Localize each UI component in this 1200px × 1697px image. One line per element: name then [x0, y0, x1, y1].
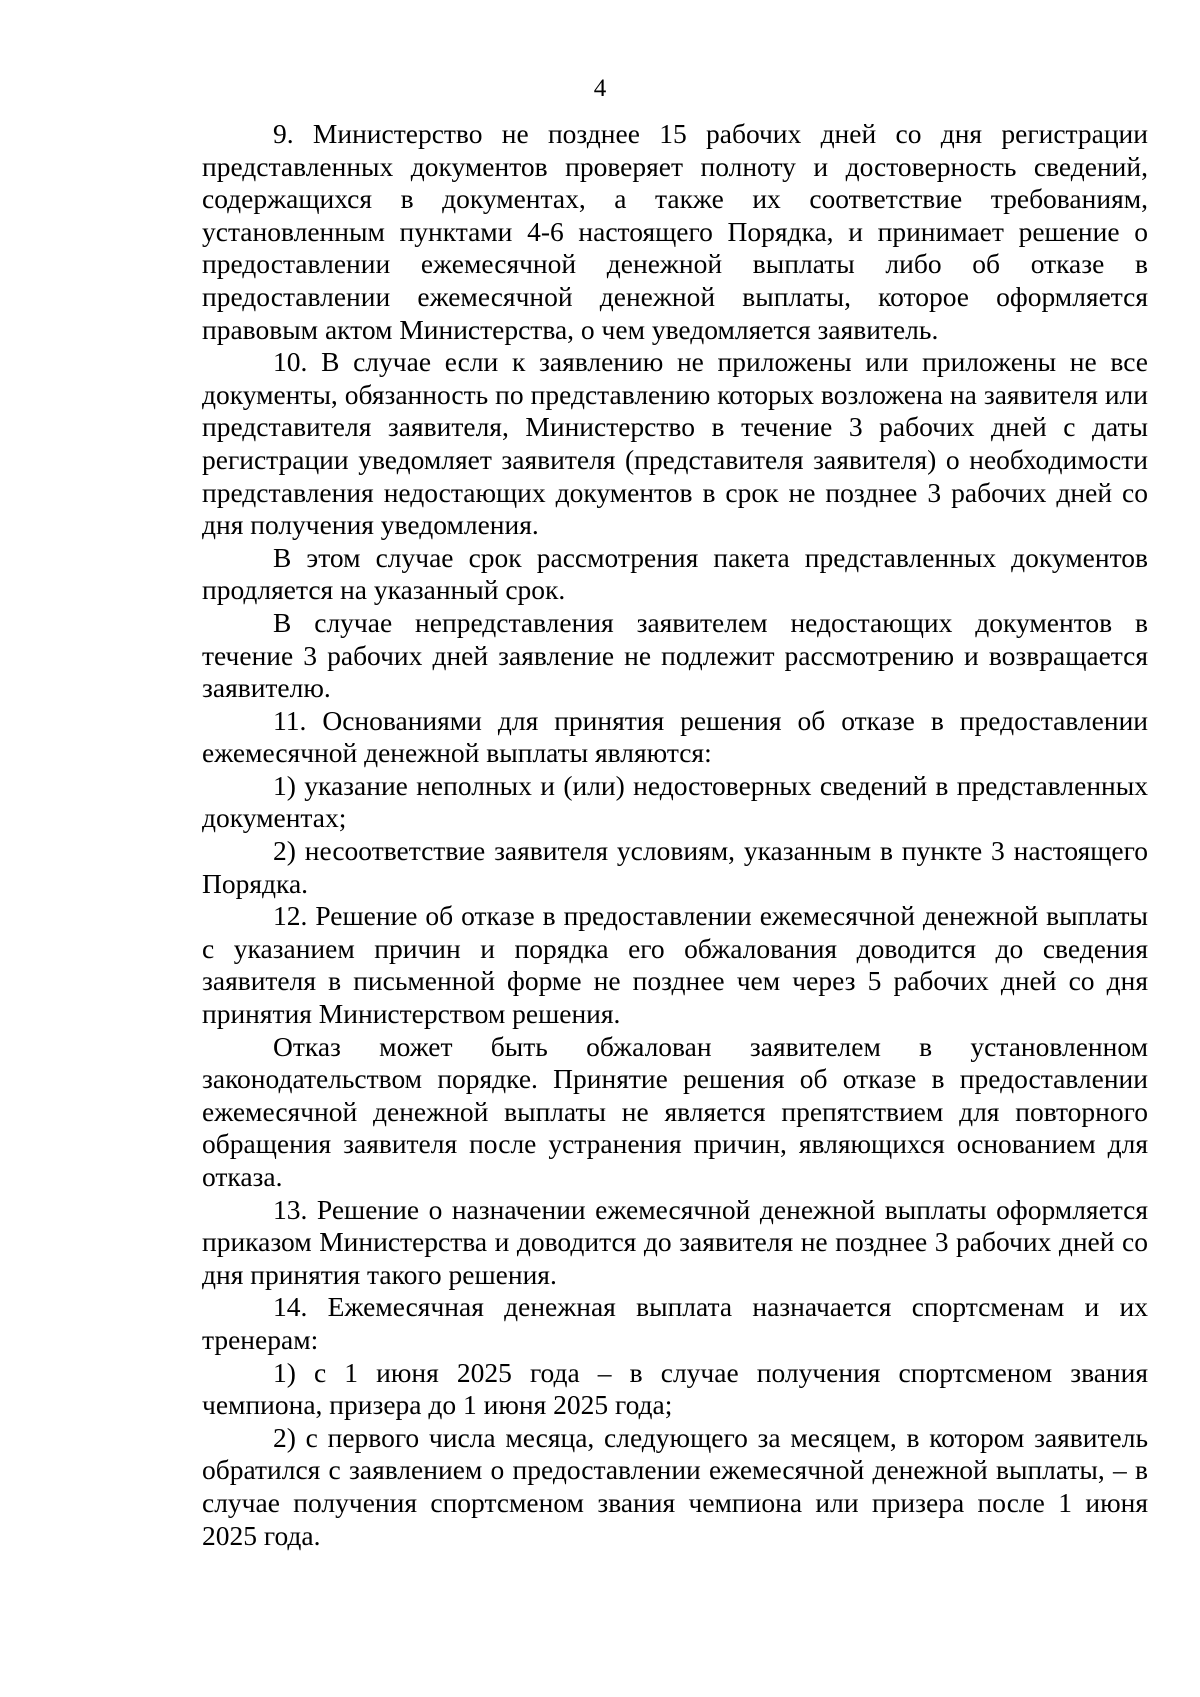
- paragraph-11-item-2: 2) несоответствие заявителя условиям, указанным в пункте 3 настоящего Порядка.: [202, 835, 1148, 899]
- paragraph-13: 13. Решение о назначении ежемесячной денежной выплаты оформляется приказом Министерства и доводится до заявителя не позднее 3 рабочих дней со дня принятия такого решения.: [202, 1193, 1148, 1290]
- paragraph-12-appeal: Отказ может быть обжалован заявителем в установленном законодательством порядке. Принятие решения об отказе в предоставлении ежемесячной денежной выплаты не является препятствием для повторного обращения заявителя после устранения причин, являющихся основанием для отказа.: [202, 1030, 1148, 1192]
- paragraph-9: 9. Министерство не позднее 15 рабочих дней со дня регистрации представленных документов проверяет полноту и достоверность сведений, содержащихся в документах, а также их соответствие требованиям, установленным пунктами 4-6 настоящего Порядка, и принимает решение о предоставлении ежемесячной денежной выплаты либо об отказе в предоставлении ежемесячной денежной выплаты, которое оформляется правовым актом Министерства, о чем уведомляется заявитель.: [202, 118, 1148, 345]
- paragraph-10: 10. В случае если к заявлению не приложены или приложены не все документы, обязанность по представлению которых возложена на заявителя или представителя заявителя, Министерство в течение 3 рабочих дней с даты регистрации уведомляет заявителя (представителя заявителя) о необходимости представления недостающих документов в срок не позднее 3 рабочих дней со дня получения уведомления.: [202, 346, 1148, 541]
- paragraph-12: 12. Решение об отказе в предоставлении ежемесячной денежной выплаты с указанием причин и порядка его обжалования доводится до сведения заявителя в письменной форме не позднее чем через 5 рабочих дней со дня принятия Министерством решения.: [202, 900, 1148, 1030]
- paragraph-14: 14. Ежемесячная денежная выплата назначается спортсменам и их тренерам:: [202, 1291, 1148, 1355]
- page-number: 4: [593, 75, 607, 102]
- paragraph-14-item-2: 2) с первого числа месяца, следующего за месяцем, в котором заявитель обратился с заявлением о предоставлении ежемесячной денежной выплаты, – в случае получения спортсменом звания чемпиона или призера после 1 июня 2025 года.: [202, 1421, 1148, 1551]
- paragraph-10-return: В случае непредставления заявителем недостающих документов в течение 3 рабочих дней заявление не подлежит рассмотрению и возвращается заявителю.: [202, 606, 1148, 704]
- document-body: [202, 118, 1148, 1552]
- paragraph-10-extension: В этом случае срок рассмотрения пакета представленных документов продляется на указанный срок.: [202, 541, 1148, 606]
- paragraph-11-item-1: 1) указание неполных и (или) недостоверных сведений в представленных документах;: [202, 769, 1148, 834]
- paragraph-11: 11. Основаниями для принятия решения об отказе в предоставлении ежемесячной денежной выплаты являются:: [202, 704, 1148, 769]
- paragraph-14-item-1: 1) с 1 июня 2025 года – в случае получения спортсменом звания чемпиона, призера до 1 июня 2025 года;: [202, 1356, 1148, 1421]
